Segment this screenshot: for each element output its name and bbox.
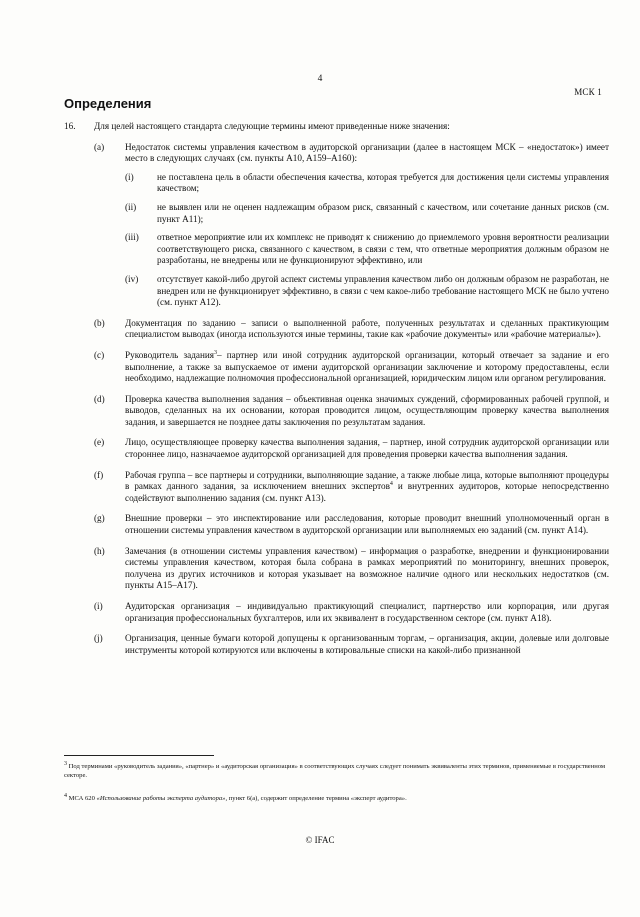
footnote-ref-4[interactable]: 4 bbox=[389, 481, 393, 488]
item-text bbox=[125, 470, 609, 505]
footnote-text-rest: , пункт 6(a), содержит определение термина «эксперт аудитора». bbox=[225, 795, 407, 802]
item-label: (d) bbox=[94, 393, 105, 404]
item-text-start: Рабочая группа – все партнеры и сотрудники, выполняющие задание, а также любые лица, которые выполняют процедуры в рамках данного задания, за исключением внешних экспертов bbox=[125, 469, 609, 492]
item-label: (i) bbox=[94, 601, 103, 611]
definition-g bbox=[94, 513, 609, 536]
definition-i bbox=[94, 601, 609, 624]
item-text: Проверка качества выполнения задания – объективная оценка значимых суждений, сформированных рабочей группой, и выводов, сделанных на их основании, которая проводится лицом, осуществляющим проверку качества выполнения задания, и завершается не позднее даты заключения по результатам задания. bbox=[125, 393, 609, 427]
footnote-text: Под терминами «руководитель задания», «партнер» и «аудиторская организация» в соответствующих случаях следует понимать эквиваленты этих терминов, применяемые в государственном секторе. bbox=[64, 763, 606, 779]
footnote-mark: 3 bbox=[64, 760, 67, 767]
definition-a-i bbox=[125, 172, 609, 195]
footnote-divider bbox=[64, 755, 214, 756]
item-text: Недостаток системы управления качеством в аудиторской организации (далее в настоящем МСК – «недостаток») имеет место в следующих случаях (см. пункты A10, A159–A160): bbox=[125, 141, 609, 164]
item-text: Лицо, осуществляющее проверку качества выполнения задания, – партнер, иной сотрудник аудиторской организации или стороннее лицо, назначаемое аудиторской организацией для проведения проверки качества выполнения задания. bbox=[125, 437, 609, 460]
definition-a bbox=[94, 142, 609, 165]
item-text: Организация, ценные бумаги которой допущены к организованным торгам, – организация, акции, долевые или долговые инструменты которой котируются или включены в котировальные списки на какой-либо признанной bbox=[125, 633, 609, 655]
sub-text: ответное мероприятие или их комплекс не приводят к снижению до приемлемого уровня вероятности реализации соответствующего риска, связанного с качеством, в связи с тем, что ответные мероприятия должным образом не разработаны, не внедрены или не функционируют эффективно, или bbox=[157, 232, 609, 266]
paragraph-text: Для целей настоящего стандарта следующие термины имеют приведенные ниже значения: bbox=[94, 121, 450, 131]
standard-code: МСК 1 bbox=[574, 87, 602, 97]
footnote-ref-3[interactable]: 3 bbox=[214, 349, 218, 356]
footnote-text-start: МСА 620 bbox=[68, 795, 97, 802]
item-label: (g) bbox=[94, 513, 105, 524]
item-text-rest: и внутренних аудиторов, которые непосредственно содействуют выполнению задания (см. пункт A13). bbox=[125, 481, 609, 503]
paragraph-16 bbox=[64, 121, 609, 133]
item-label: (b) bbox=[94, 317, 105, 328]
footnote-italic-title: «Использование работы эксперта аудитора» bbox=[96, 795, 226, 802]
item-label: (f) bbox=[94, 469, 104, 480]
sub-label: (ii) bbox=[125, 201, 137, 212]
sub-label: (iii) bbox=[125, 232, 139, 243]
definition-a-iii bbox=[125, 232, 609, 267]
definition-a-ii bbox=[125, 202, 609, 225]
item-label: (a) bbox=[94, 141, 105, 152]
sub-label: (iv) bbox=[125, 273, 139, 284]
footnote-3 bbox=[64, 760, 609, 780]
item-label: (j) bbox=[94, 633, 103, 644]
copyright-footer: © IFAC bbox=[305, 835, 335, 845]
item-text-rest: – партнер или иной сотрудник аудиторской организации, который отвечает за задание и его выполнение, а также за выпускаемое от имени аудиторской организации заключение и которому предоставлены, если необходимо, надлежащие полномочия профессиональной организацией, юридическим лицом или органом регулирования. bbox=[125, 349, 609, 384]
definition-h bbox=[94, 546, 609, 592]
paragraph-number: 16. bbox=[64, 121, 76, 131]
sub-text: не поставлена цель в области обеспечения качества, которая требуется для достижения цели системы управления качеством; bbox=[157, 171, 609, 194]
item-label: (e) bbox=[94, 437, 105, 448]
definition-b bbox=[94, 318, 609, 341]
definition-f bbox=[94, 470, 609, 505]
footnote-4 bbox=[64, 792, 609, 804]
sub-text: отсутствует какой-либо другой аспект системы управления качеством либо он должным образом не разработан, не внедрен или не функционирует эффективно, в связи с чем какое-либо требование настоящего МСК не было учтено (см. пункт A12). bbox=[157, 273, 610, 308]
definition-e bbox=[94, 437, 609, 460]
section-title: Определения bbox=[64, 96, 152, 111]
definition-d bbox=[94, 394, 609, 429]
footnote-mark: 4 bbox=[64, 792, 67, 799]
item-label: (c) bbox=[94, 349, 105, 360]
item-text bbox=[125, 350, 609, 385]
page-number: 4 bbox=[317, 74, 323, 84]
definition-c bbox=[94, 350, 609, 385]
item-text: Внешние проверки – это инспектирование или расследования, которые проводит внешний уполномоченный орган в отношении системы управления качеством в аудиторской организации или выполняемых ею заданий (см. пункт A14). bbox=[125, 513, 609, 536]
item-text: Замечания (в отношении системы управления качеством) – информация о разработке, внедрении и функционировании системы управления качеством, которая была собрана в рамках мероприятий по мониторингу, внешних проверок, получена из других источников и которая указывает на возможное наличие одного или нескольких недостатков (см. пункты A15–A17). bbox=[125, 545, 609, 591]
item-label: (h) bbox=[94, 545, 105, 556]
item-text-start: Руководитель задания bbox=[125, 349, 215, 360]
definition-a-iv bbox=[125, 274, 609, 309]
definition-j bbox=[94, 633, 609, 656]
definitions-body bbox=[64, 121, 609, 656]
item-text: Аудиторская организация – индивидуально практикующий специалист, партнерство или корпорация, или другая организация профессиональных бухгалтеров, или их эквивалент в государственном секторе (см. пункт A18). bbox=[125, 601, 609, 623]
sub-text: не выявлен или не оценен надлежащим образом риск, связанный с качеством, или сочетание данных рисков (см. пункт A11); bbox=[157, 201, 609, 224]
item-text: Документация по заданию – записи о выполненной работе, полученных результатах и сделанных практикующим специалистом выводах (иногда используются иные термины, такие как «рабочие документы» или «рабочие материалы»). bbox=[125, 317, 609, 340]
sub-label: (i) bbox=[125, 171, 134, 182]
